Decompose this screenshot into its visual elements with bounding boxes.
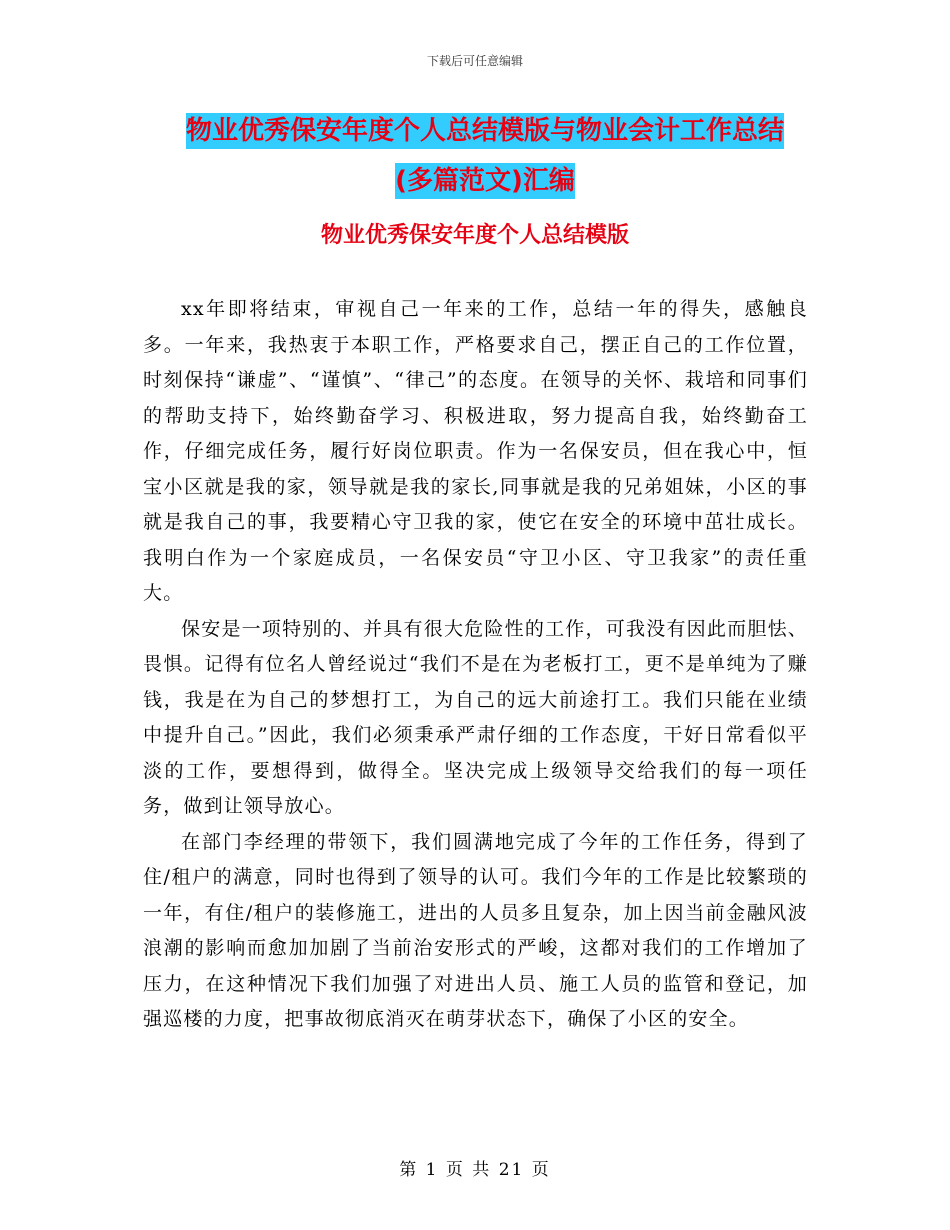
section-title: 物业优秀保安年度个人总结模版 [320, 223, 629, 248]
page-number: 第 1 页 共 21 页 [399, 1160, 551, 1180]
document-title-line-2: (多篇范文)汇编 [395, 163, 575, 199]
document-title [140, 106, 830, 206]
paragraph: 在部门李经理的带领下，我们圆满地完成了今年的工作任务，得到了住/租户的满意，同时也得到了领导的认可。我们今年的工作是比较繁琐的一年，有住/租户的装修施工，进出的人员多且复杂，加上因当前金融风波浪潮的影响而愈加加剧了当前治安形式的严峻，这都对我们的工作增加了压力，在这种情况下我们加强了对进出人员、施工人员的监管和登记，加强巡楼的力度，把事故彻底消灭在萌芽状态下，确保了小区的安全。 [143, 830, 808, 1030]
paragraph: 保安是一项特别的、并具有很大危险性的工作，可我没有因此而胆怯、畏惧。记得有位名人曾经说过“我们不是在为老板打工，更不是单纯为了赚钱，我是在为自己的梦想打工，为自己的远大前途打工。我们只能在业绩中提升自己。”因此，我们必须秉承严肃仔细的工作态度，干好日常看似平淡的工作，要想得到，做得全。坚决完成上级领导交给我们的每一项任务，做到让领导放心。 [143, 617, 808, 817]
body-text [143, 292, 808, 1038]
paragraph: xx年即将结束，审视自己一年来的工作，总结一年的得失，感触良多。一年来，我热衷于本职工作，严格要求自己，摆正自己的工作位置，时刻保持“谦虚”、“谨慎”、“律己”的态度。在领导的关怀、栽培和同事们的帮助支持下，始终勤奋学习、积极进取，努力提高自我，始终勤奋工作，仔细完成任务，履行好岗位职责。作为一名保安员，但在我心中，恒宝小区就是我的家，领导就是我的家长,同事就是我的兄弟姐妹，小区的事就是我自己的事，我要精心守卫我的家，使它在安全的环境中茁壮成长。我明白作为一个家庭成员，一名保安员“守卫小区、守卫我家”的责任重大。 [143, 298, 808, 604]
document-title-line-1: 物业优秀保安年度个人总结模版与物业会计工作总结 [186, 113, 784, 149]
header-note: 下载后可任意编辑 [426, 54, 523, 68]
